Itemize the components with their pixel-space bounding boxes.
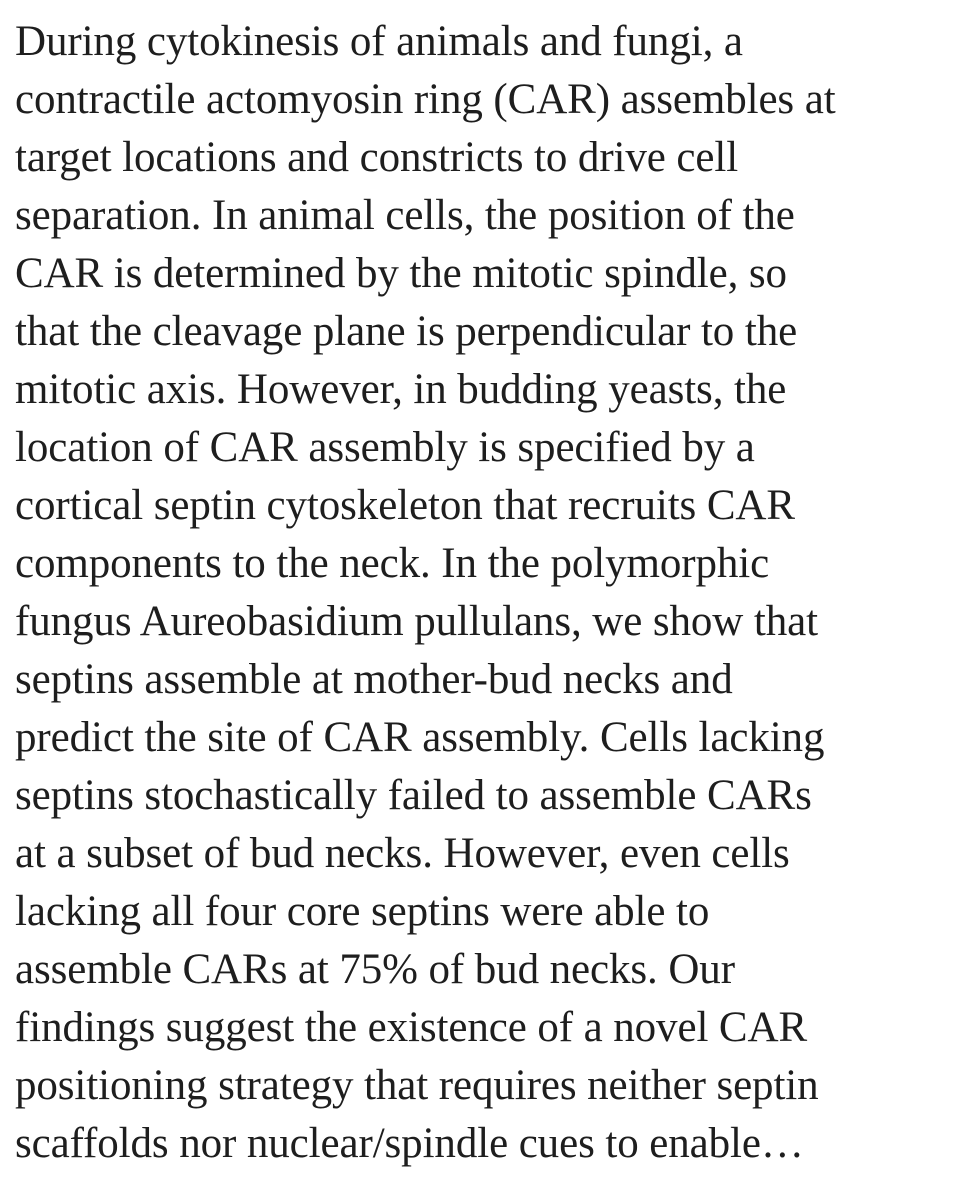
text-line: at a subset of bud necks. However, even cells xyxy=(15,830,790,877)
text-line: fungus Aureobasidium pullulans, we show that xyxy=(15,598,818,645)
text-line: findings suggest the existence of a novel CAR xyxy=(15,1004,808,1051)
text-line: septins stochastically failed to assemble CARs xyxy=(15,772,812,819)
text-line: predict the site of CAR assembly. Cells lacking xyxy=(15,714,825,761)
text-line: During cytokinesis of animals and fungi, a xyxy=(15,18,743,65)
text-line: lacking all four core septins were able to xyxy=(15,888,710,935)
text-line: assemble CARs at 75% of bud necks. Our xyxy=(15,946,735,993)
text-line: components to the neck. In the polymorphic xyxy=(15,540,770,587)
text-line: contractile actomyosin ring (CAR) assembles at xyxy=(15,76,836,123)
text-line: septins assemble at mother-bud necks and xyxy=(15,656,733,703)
text-line: separation. In animal cells, the position of the xyxy=(15,192,795,239)
text-line: mitotic axis. However, in budding yeasts, the xyxy=(15,366,787,413)
text-line: CAR is determined by the mitotic spindle, so xyxy=(15,250,787,297)
abstract-text xyxy=(15,13,955,1173)
text-line: that the cleavage plane is perpendicular to the xyxy=(15,308,798,355)
text-line: target locations and constricts to drive cell xyxy=(15,134,739,181)
text-line: cortical septin cytoskeleton that recruits CAR xyxy=(15,482,795,529)
text-line: scaffolds nor nuclear/spindle cues to enable… xyxy=(15,1120,804,1167)
text-line: location of CAR assembly is specified by a xyxy=(15,424,755,471)
text-line: positioning strategy that requires neither septin xyxy=(15,1062,819,1109)
